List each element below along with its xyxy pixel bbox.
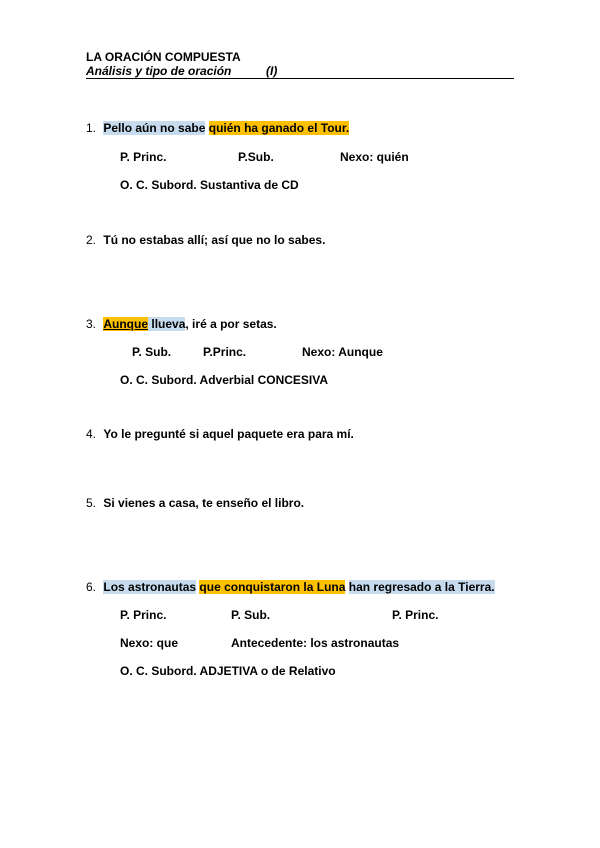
exercise-number: 1. (86, 121, 97, 135)
label-nexo: Nexo: Aunque (302, 345, 383, 359)
subordinate-clause: que conquistaron la Luna (199, 580, 346, 594)
exercise-number: 3. (86, 317, 97, 331)
exercise-number: 6. (86, 580, 97, 594)
exercise-number: 2. (86, 233, 97, 247)
exercise-sentence: Si vienes a casa, te enseño el libro. (103, 496, 305, 510)
label-nexo: Nexo: quién (340, 150, 409, 164)
label-p-sub: P.Sub. (238, 150, 274, 164)
label-p-sub: P. Sub. (132, 345, 172, 359)
exercise-sentence (103, 317, 276, 331)
main-clause-part-2: han regresado a la Tierra. (348, 580, 495, 594)
label-tipo: O. C. Subord. ADJETIVA o de Relativo (120, 664, 336, 678)
label-nexo: Nexo: que (120, 636, 179, 650)
exercise-sentence: Tú no estabas allí; así que no lo sabes. (103, 233, 326, 247)
main-clause-part-1: Los astronautas (103, 580, 197, 594)
label-p-sub: P. Sub. (231, 608, 271, 622)
label-antecedente: Antecedente: los astronautas (231, 636, 400, 650)
subordinate-clause: quién ha ganado el Tour. (208, 121, 350, 135)
header-rule (86, 78, 514, 79)
label-tipo: O. C. Subord. Sustantiva de CD (120, 178, 299, 192)
exercise-sentence: Yo le pregunté si aquel paquete era para mí. (103, 427, 354, 441)
exercise-sentence (103, 580, 494, 594)
nexus-word: Aunque (103, 317, 149, 331)
exercise-1 (86, 121, 349, 135)
document-subtitle: Análisis y tipo de oración (86, 64, 232, 78)
exercise-number: 4. (86, 427, 97, 441)
exercise-3 (86, 317, 277, 331)
main-clause: , iré a por setas. (185, 317, 277, 331)
label-p-princ: P.Princ. (203, 345, 247, 359)
exercise-5 (86, 496, 304, 510)
exercise-2 (86, 233, 325, 247)
exercise-6 (86, 580, 495, 594)
main-clause: Pello aún no sabe (103, 121, 206, 135)
exercise-number: 5. (86, 496, 97, 510)
label-p-princ-2: P. Princ. (392, 608, 439, 622)
label-tipo: O. C. Subord. Adverbial CONCESIVA (120, 373, 329, 387)
exercise-sentence (103, 121, 349, 135)
subordinate-clause: llueva (148, 317, 186, 331)
exercise-4 (86, 427, 354, 441)
document-title: LA ORACIÓN COMPUESTA (86, 50, 241, 64)
document-part: (I) (266, 64, 278, 78)
label-p-princ: P. Princ. (120, 608, 167, 622)
label-p-princ: P. Princ. (120, 150, 167, 164)
